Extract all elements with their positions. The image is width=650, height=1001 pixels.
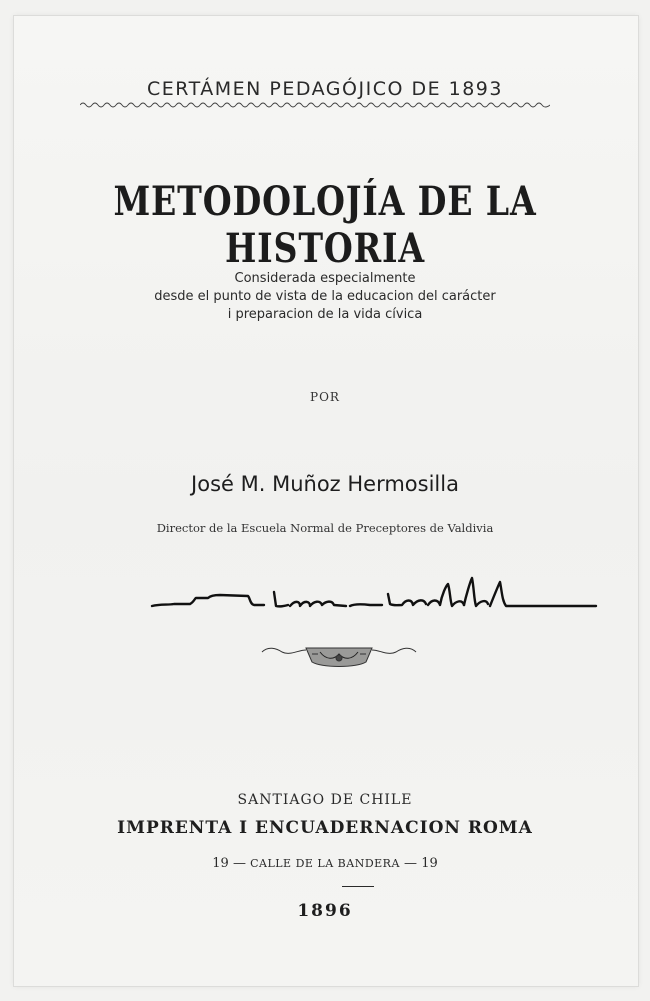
author-role: Director de la Escuela Normal de Preceptores de Valdivia: [156, 521, 494, 535]
dash: —: [232, 856, 246, 871]
by-label: POR: [310, 390, 340, 404]
subtitle-line: i preparacion de la vida cívica: [227, 307, 423, 322]
author-name: José M. Muñoz Hermosilla: [191, 472, 459, 496]
handwritten-signature: [150, 568, 600, 618]
publication-year: 1896: [297, 901, 353, 921]
title-page: [14, 16, 638, 986]
contest-header: CERTÁMEN PEDAGÓJICO DE 1893: [147, 78, 503, 100]
subtitle-line: Considerada especialmente: [234, 271, 416, 286]
subtitle-block: [0, 270, 650, 324]
book-title: METODOLOJÍA DE LA HISTORIA: [113, 178, 537, 272]
street-name: CALLE DE LA BANDERA: [250, 857, 400, 870]
printer-name: IMPRENTA I ENCUADERNACION ROMA: [117, 818, 533, 838]
decorative-ornament: [260, 640, 418, 670]
publication-city: SANTIAGO DE CHILE: [237, 792, 413, 808]
subtitle-line: desde el punto de vista de la educacion del carácter: [154, 289, 496, 304]
short-rule: [342, 886, 374, 887]
wavy-rule: [80, 101, 550, 109]
dash: —: [404, 856, 418, 871]
street-number: 19: [421, 856, 438, 871]
street-number: 19: [212, 856, 229, 871]
printer-address: [0, 856, 650, 871]
